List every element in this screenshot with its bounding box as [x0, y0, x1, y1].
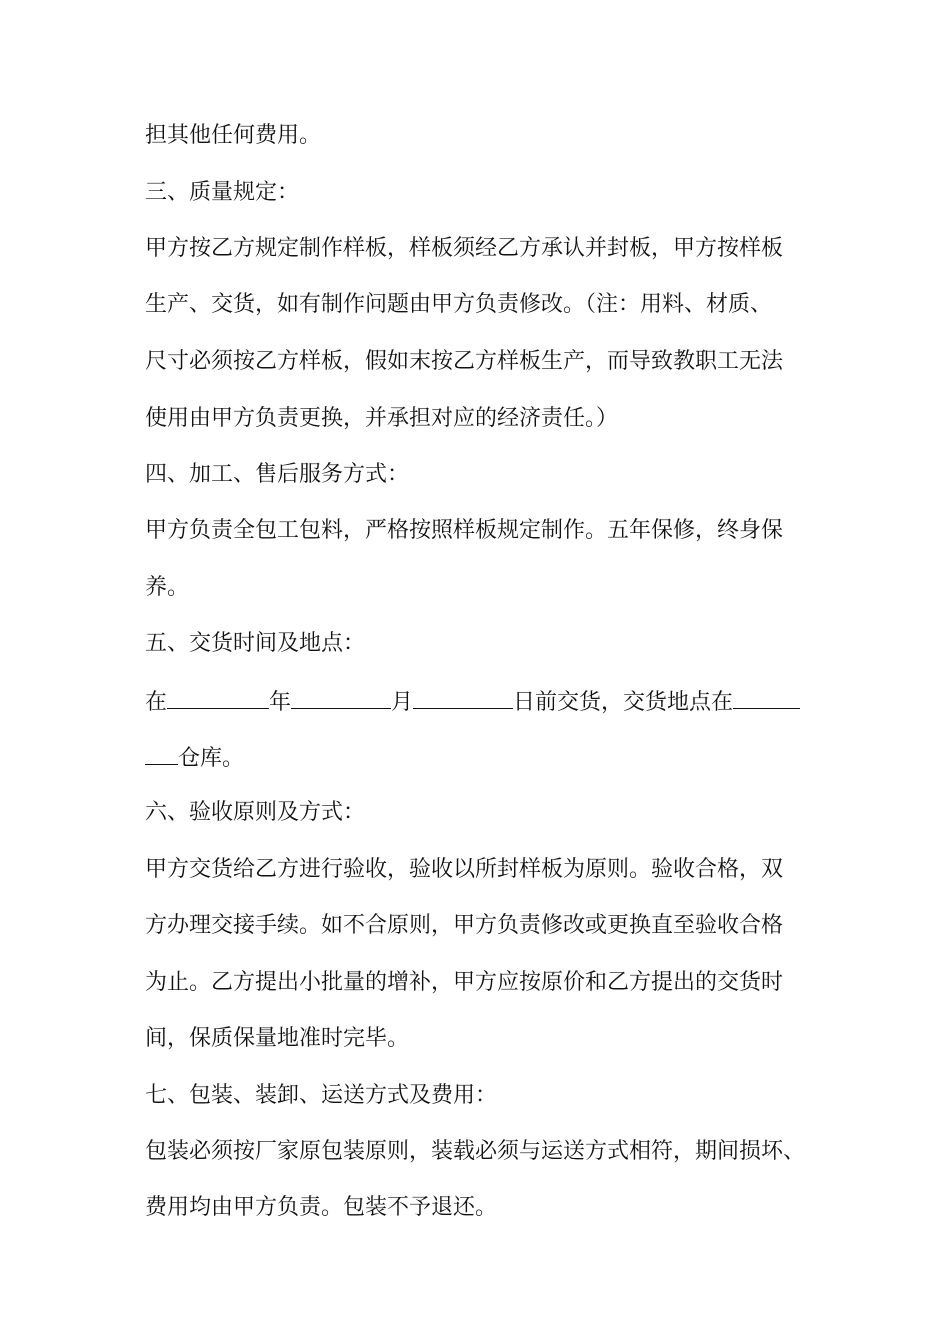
section-heading-acceptance: 六、验收原则及方式：: [145, 800, 366, 825]
text-line: 甲方负责全包工包料，严格按照样板规定制作。五年保修，终身保: [145, 518, 784, 543]
day-blank: [413, 686, 513, 709]
delivery-location-line: [145, 742, 845, 774]
delivery-text: 在: [145, 690, 168, 715]
text-line: 甲方按乙方规定制作样板，样板须经乙方承认并封板，甲方按样板: [145, 236, 784, 261]
section-heading-packaging: 七、包装、装卸、运送方式及费用：: [145, 1083, 498, 1108]
text-line: 包装必须按厂家原包装原则，装载必须与运送方式相符，期间损坏、: [145, 1139, 806, 1164]
text-line: 生产、交货，如有制作问题由甲方负责修改。（注：用料、材质、: [145, 292, 773, 317]
section-heading-quality: 三、质量规定：: [145, 180, 300, 205]
text-line: 方办理交接手续。如不合原则，甲方负责修改或更换直至验收合格: [145, 913, 784, 938]
delivery-date-line: [145, 686, 845, 718]
delivery-text: 年: [269, 690, 292, 715]
text-line: 甲方交货给乙方进行验收，验收以所封样板为原则。验收合格，双: [145, 857, 784, 882]
delivery-text: 月: [391, 690, 414, 715]
text-line: 养。: [145, 575, 190, 600]
section-heading-service: 四、加工、售后服务方式：: [145, 462, 410, 487]
text-line: 使用由甲方负责更换，并承担对应的经济责任。）: [145, 406, 619, 431]
section-heading-delivery: 五、交货时间及地点：: [145, 631, 366, 656]
text-line: 为止。乙方提出小批量的增补，甲方应按原价和乙方提出的交货时: [145, 970, 784, 995]
location-blank-continued: [145, 742, 178, 765]
year-blank: [167, 686, 269, 709]
location-blank: [733, 686, 800, 709]
text-line: 费用均由甲方负责。包装不予退还。: [145, 1195, 498, 1220]
text-line: 尺寸必须按乙方样板，假如末按乙方样板生产，而导致教职工无法: [145, 349, 784, 374]
delivery-text: 仓库。: [178, 746, 245, 771]
month-blank: [291, 686, 391, 709]
delivery-text: 日前交货，交货地点在: [513, 690, 734, 715]
text-line: 间，保质保量地准时完毕。: [145, 1026, 410, 1051]
text-line: 担其他任何费用。: [145, 123, 322, 148]
